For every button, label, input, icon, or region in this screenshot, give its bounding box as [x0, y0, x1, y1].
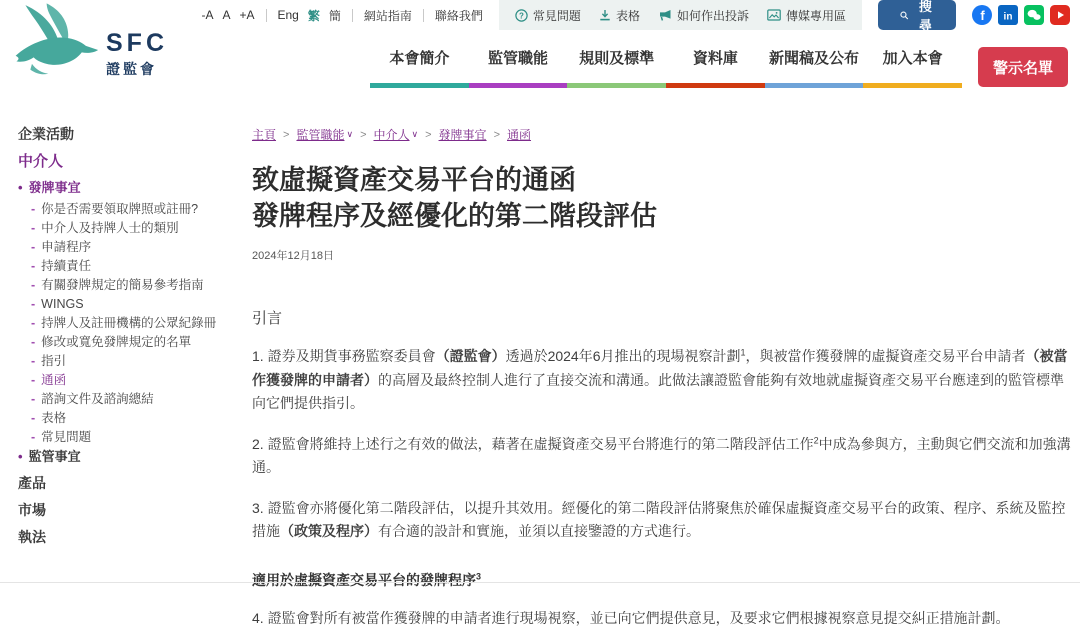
dash-icon: -: [31, 411, 36, 425]
wechat-link[interactable]: [1024, 5, 1044, 25]
nav-item-label: 資料庫: [692, 50, 738, 67]
nav-item-label: 新聞稿及公布: [769, 50, 860, 67]
facebook-icon: [972, 5, 992, 25]
sidebar-subitem[interactable]: - 表格: [31, 411, 67, 425]
quick-link-label: 表格: [615, 8, 640, 23]
dash-icon: -: [31, 278, 36, 292]
sidebar-bullet-item[interactable]: • 監管事宜: [18, 449, 81, 464]
sidebar-subitem[interactable]: - 你是否需要領取牌照或註冊?: [31, 202, 199, 216]
sidebar-bullet-item[interactable]: • 發牌事宜: [18, 180, 81, 195]
footnote-ref[interactable]: 1: [740, 347, 746, 358]
page-title-line2: 發牌程序及經優化的第二階段評估: [252, 200, 657, 231]
search-icon: [900, 9, 909, 22]
language-option-1[interactable]: 繁: [307, 8, 320, 23]
nav-items: [370, 47, 962, 88]
sidebar-subitem[interactable]: - 指引: [31, 354, 67, 368]
breadcrumb-separator: >: [360, 128, 367, 141]
chevron-down-icon[interactable]: ∨: [411, 129, 419, 139]
svg-text:?: ?: [518, 10, 524, 20]
breadcrumb-link[interactable]: 通函: [507, 128, 532, 142]
search-button-label: 搜尋: [918, 0, 932, 33]
dash-icon: -: [31, 354, 36, 368]
increase-font-button[interactable]: +A: [239, 8, 255, 22]
linkedin-icon: [998, 5, 1018, 25]
megaphone-icon: [658, 9, 672, 22]
nav-item-label: 加入本會: [882, 50, 943, 67]
paragraph-4: 4. 證監會對所有被當作獲發牌的申請者進行現場視察，並已向它們提供意見，及要求它們根據視察意見提交糾正措施計劃。: [252, 609, 1010, 626]
quick-link-label: 常見問題: [532, 8, 581, 23]
nav-item[interactable]: [863, 47, 962, 88]
breadcrumb-link[interactable]: 發牌事宜: [438, 128, 487, 142]
download-icon: [599, 9, 611, 21]
nav-item-label: 規則及標準: [579, 50, 655, 67]
sidebar-subitem[interactable]: - 常見問題: [31, 430, 92, 444]
dash-icon: -: [31, 392, 36, 406]
alert-list-button[interactable]: 警示名單: [978, 47, 1068, 87]
contact-us-link[interactable]: 聯絡我們: [434, 8, 483, 23]
sidebar-subitem[interactable]: - 通函: [31, 373, 67, 387]
quick-links: [499, 0, 862, 30]
sidebar-subitem[interactable]: - 中介人及持牌人士的類別: [31, 221, 179, 235]
dash-icon: -: [31, 316, 36, 330]
main-content: [230, 126, 1080, 630]
decrease-font-button[interactable]: -A: [201, 8, 214, 22]
sidebar-section[interactable]: 中介人: [18, 153, 64, 170]
site-map-link[interactable]: 網站指南: [363, 8, 412, 23]
sidebar-section[interactable]: 市場: [18, 502, 46, 518]
download-icon: [599, 9, 611, 21]
sidebar-subitem[interactable]: - WINGS: [31, 297, 84, 311]
bullet-icon: •: [18, 180, 23, 195]
nav-item-label: 監管職能: [487, 50, 548, 67]
svg-text:in: in: [1003, 11, 1013, 23]
question-circle-icon: [515, 9, 528, 22]
quick-link[interactable]: [515, 7, 581, 24]
utility-bar: [201, 0, 1080, 33]
breadcrumb-separator: >: [493, 128, 500, 141]
sidebar-section[interactable]: 企業活動: [18, 126, 74, 142]
default-font-button[interactable]: A: [222, 8, 231, 22]
media-icon: [767, 9, 781, 21]
bold-text: （證監會）: [435, 348, 506, 365]
quick-link[interactable]: [599, 7, 640, 24]
youtube-link[interactable]: [1050, 5, 1070, 25]
intro-heading: 引言: [252, 310, 283, 328]
dash-icon: -: [31, 240, 36, 254]
facebook-link[interactable]: [972, 5, 992, 25]
language-option-2[interactable]: 簡: [328, 8, 341, 23]
page-title-line1: 致虛擬資產交易平台的通函: [252, 165, 576, 195]
search-button[interactable]: [878, 0, 956, 33]
sidebar-section[interactable]: 執法: [18, 529, 46, 545]
nav-item[interactable]: [666, 47, 765, 88]
wechat-icon: [1024, 5, 1044, 25]
sidebar-subitem[interactable]: - 持牌人及註冊機構的公眾紀錄冊: [31, 316, 217, 330]
quick-link-label: 傳媒專用區: [785, 8, 846, 23]
dash-icon: -: [31, 259, 36, 273]
sidebar-section[interactable]: 產品: [18, 475, 46, 491]
sidebar-subitem[interactable]: - 諮詢文件及諮詢總結: [31, 392, 154, 406]
sidebar-subitem[interactable]: - 持續責任: [31, 259, 92, 273]
nav-item[interactable]: [469, 47, 568, 88]
svg-text:f: f: [980, 8, 985, 24]
nav-item[interactable]: [765, 47, 864, 88]
footnote-ref[interactable]: 3: [476, 571, 482, 582]
nav-item[interactable]: [370, 47, 469, 88]
sidebar: [18, 126, 230, 630]
question-circle-icon: [515, 9, 528, 22]
breadcrumb-link[interactable]: 中介人 ∨: [373, 128, 419, 142]
paragraph-1: 1. 證券及期貨事務監察委員會（證監會）透過於2024年6月推出的現場視察計劃$^1$，與被當作獲發牌的虛擬資產交易平台申請者（被當作獲發牌的申請者）的高層及最終控制人進行了直接交流和溝通。此做法讓證監會能夠有效地就虛擬資產交易平台應達到的監管標準向它們提供指引。: [252, 347, 1068, 412]
dash-icon: -: [31, 202, 36, 216]
paragraph-2: 2. 證監會將維持上述行之有效的做法，藉著在虛擬資產交易平台將進行的第二階段評估工作$^2$中成為參與方，主動與它們交流和加強溝通。: [252, 435, 1071, 476]
breadcrumb-link[interactable]: 主頁: [252, 128, 277, 142]
breadcrumb-link[interactable]: 監管職能 ∨: [296, 128, 354, 142]
logo-text-en: SFC: [106, 29, 168, 57]
social-links: [972, 5, 1070, 25]
language-option-0[interactable]: Eng: [277, 8, 299, 22]
quick-link[interactable]: [767, 7, 846, 24]
media-icon: [767, 9, 781, 21]
sfc-logo[interactable]: [14, 0, 168, 82]
chevron-down-icon[interactable]: ∨: [346, 129, 354, 139]
quick-link-label: 如何作出投訴: [676, 8, 749, 23]
licensing-process-heading: 適用於虛擬資產交易平台的發牌程序$^3$: [252, 571, 482, 588]
breadcrumb: [252, 126, 1072, 143]
breadcrumb-separator: >: [425, 128, 432, 141]
article-date: 2024年12月18日: [252, 250, 334, 263]
quick-link[interactable]: [658, 7, 749, 24]
language-switcher: [278, 7, 341, 24]
dash-icon: -: [31, 221, 36, 235]
sidebar-subitem[interactable]: - 有關發牌規定的簡易參考指南: [31, 278, 204, 292]
logo-text-zh: 證監會: [106, 61, 157, 77]
nav-item[interactable]: [567, 47, 666, 88]
youtube-icon: [1050, 5, 1070, 25]
bold-text: （政策及程序）: [280, 523, 378, 540]
sfc-bird-icon: [14, 0, 112, 82]
megaphone-icon: [658, 9, 672, 22]
breadcrumb-separator: >: [283, 128, 290, 141]
nav-item-label: 本會簡介: [389, 50, 450, 67]
linkedin-link[interactable]: [998, 5, 1018, 25]
site-header: [0, 0, 1080, 100]
sidebar-subitem[interactable]: - 修改或寬免發牌規定的名單: [31, 335, 192, 349]
dash-icon: -: [31, 373, 36, 387]
main-nav: [315, 47, 1080, 88]
page-title: [252, 163, 1072, 234]
divider: [352, 9, 353, 22]
divider: [423, 9, 424, 22]
font-size-controls: [201, 8, 254, 22]
divider: [266, 9, 267, 22]
bullet-icon: •: [18, 449, 23, 464]
dash-icon: -: [31, 297, 36, 311]
dash-icon: -: [31, 430, 36, 444]
footnote-ref[interactable]: 2: [813, 435, 819, 446]
paragraph-3: 3. 證監會亦將優化第二階段評估，以提升其效用。經優化的第二階段評估將聚焦於確保虛擬資產交易平台的政策、程序、系統及監控措施（政策及程序）有合適的設計和實施，並須以直接鑒證的方式進行。: [252, 499, 1066, 540]
sidebar-subitem[interactable]: - 申請程序: [31, 240, 92, 254]
bold-text: （被當作獲發牌的申請者）: [252, 348, 1068, 388]
dash-icon: -: [31, 335, 36, 349]
